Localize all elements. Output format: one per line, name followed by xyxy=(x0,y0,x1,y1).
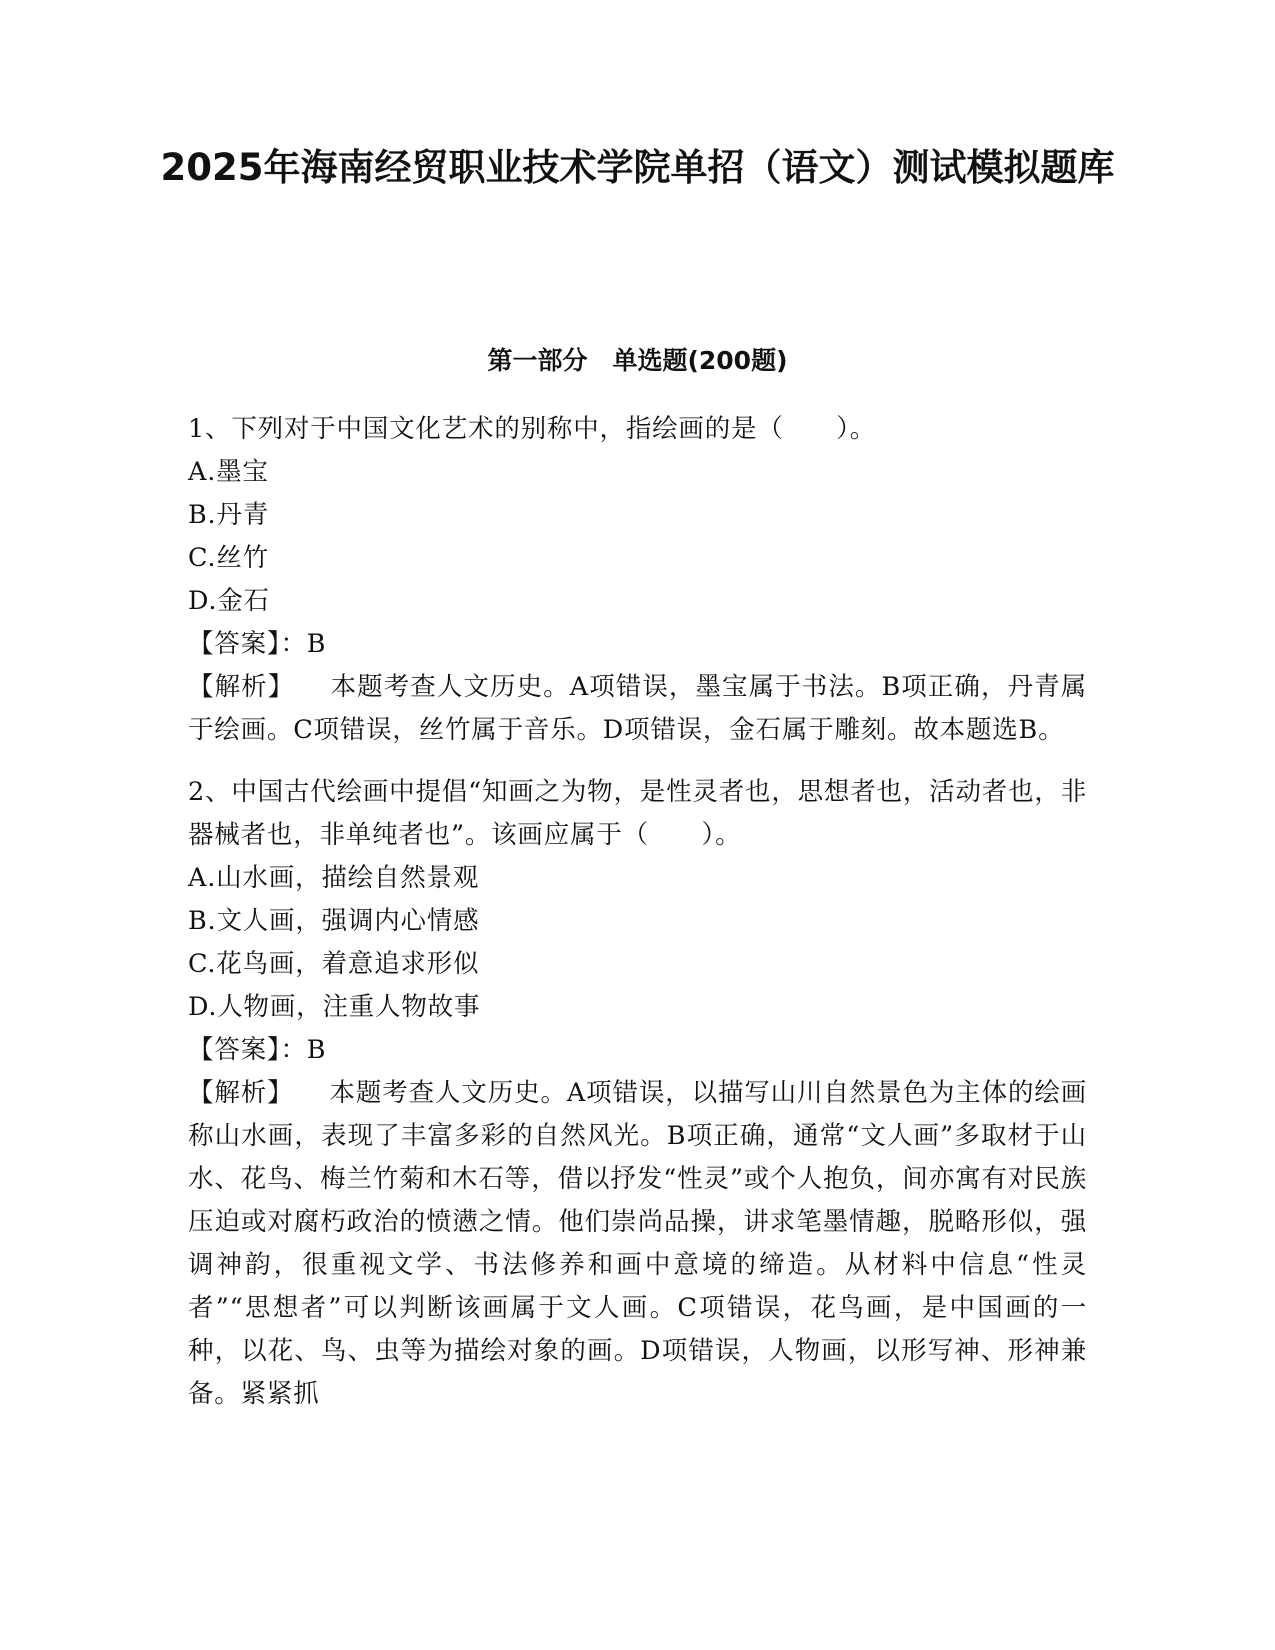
option-b: B.文人画，强调内心情感 xyxy=(188,906,480,936)
explanation-text: 本题考查人文历史。A项错误，墨宝属于书法。B项正确，丹青属于绘画。C项错误，丝竹属于音乐。D项错误，金石属于雕刻。故本题选B。 xyxy=(188,672,1088,745)
option-c: C.丝竹 xyxy=(188,543,269,573)
answer-line xyxy=(188,1029,1087,1072)
question-stem: 1、下列对于中国文化艺术的别称中，指绘画的是（ ）。 xyxy=(188,414,877,444)
option-b: B.丹青 xyxy=(188,500,270,530)
question-item xyxy=(188,771,1087,1416)
option-a: A.山水画，描绘自然景观 xyxy=(188,863,480,893)
explanation-label: 【解析】 xyxy=(188,1078,294,1108)
question-list xyxy=(188,408,1087,1435)
option-d: D.人物画，注重人物故事 xyxy=(188,992,481,1022)
answer-line xyxy=(188,623,1087,666)
document-title: 2025年海南经贸职业技术学院单招（语文）测试模拟题库 xyxy=(160,146,1115,189)
explanation-text: 本题考查人文历史。A项错误，以描写山川自然景色为主体的绘画称山水画，表现了丰富多彩的自然风光。B项正确，通常“文人画”多取材于山水、花鸟、梅兰竹菊和木石等，借以抒发“性灵”或个人抱负，间亦寓有对民族压迫或对腐朽政治的愤懑之情。他们崇尚品操，讲求笔墨情趣，脱略形似，强调神韵，很重视文学、书法修养和画中意境的缔造。从材料中信息“性灵者”“思想者”可以判断该画属于文人画。C项错误，花鸟画，是中国画的一种，以花、鸟、虫等为描绘对象的画。D项错误，人物画，以形写神、形神兼备。紧紧抓 xyxy=(188,1078,1087,1409)
question-stem: 2、中国古代绘画中提倡“知画之为物，是性灵者也，思想者也，活动者也，非器械者也，非单纯者也”。该画应属于（ ）。 xyxy=(188,777,1087,850)
question-item xyxy=(188,408,1087,752)
answer-value: B xyxy=(306,629,327,659)
explanation-label: 【解析】 xyxy=(188,672,295,702)
answer-value: B xyxy=(306,1035,327,1065)
option-a: A.墨宝 xyxy=(188,457,269,487)
option-c: C.花鸟画，着意追求形似 xyxy=(188,949,480,979)
answer-label: 【答案】： xyxy=(188,1035,307,1065)
option-d: D.金石 xyxy=(188,586,270,616)
explanation xyxy=(188,666,1087,752)
answer-label: 【答案】： xyxy=(188,629,307,659)
section-heading: 第一部分 单选题(200题) xyxy=(487,346,788,375)
explanation xyxy=(188,1072,1087,1416)
